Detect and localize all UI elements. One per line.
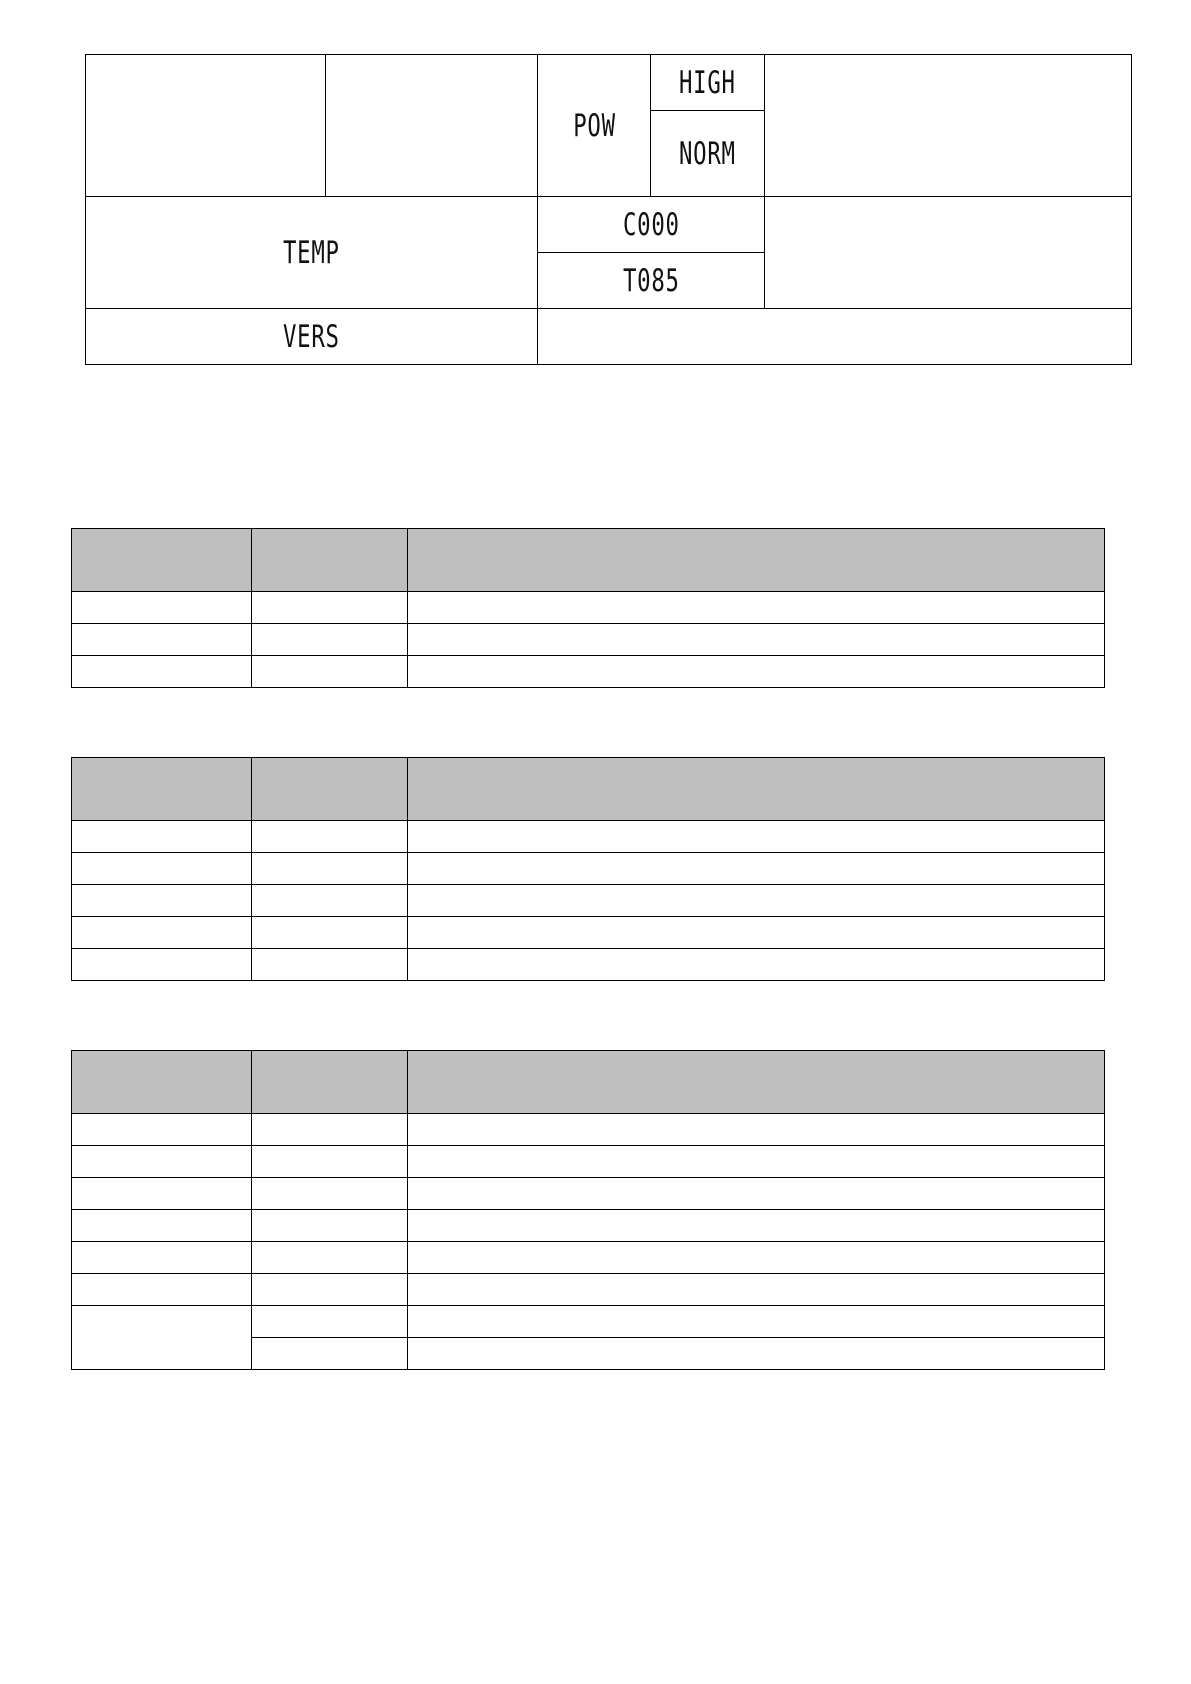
lcd-label-c000: C000 [622,206,680,243]
lcd-cell-description-pow [765,55,1132,197]
table-header-row [72,758,1105,821]
table-row [72,1274,1105,1306]
table-row [72,1146,1105,1178]
table-cell [252,949,408,981]
table-header-row [72,1051,1105,1114]
table-cell [252,821,408,853]
table-cell [252,1338,408,1370]
lcd-label-t085: T085 [622,262,680,299]
table-row [72,885,1105,917]
table-cell [72,1114,252,1146]
table-cell [252,917,408,949]
lcd-cell-t085 [538,253,765,309]
table-cell [252,1178,408,1210]
table-cell [72,1210,252,1242]
lcd-cell-blank-1 [86,55,326,197]
header-cell [252,529,408,592]
table-cell [72,853,252,885]
table-cell [408,1274,1105,1306]
table-header-row [72,529,1105,592]
table-cell [252,624,408,656]
table-cell [252,853,408,885]
blank-table-3 [71,1050,1105,1370]
table-cell [408,1146,1105,1178]
table-row [72,949,1105,981]
table-row [72,1210,1105,1242]
table-cell [252,1242,408,1274]
table-row [72,592,1105,624]
table-cell [408,624,1105,656]
table-cell [252,1210,408,1242]
table-row [72,917,1105,949]
table-row [72,1114,1105,1146]
header-cell [252,758,408,821]
table-cell [72,1146,252,1178]
lcd-label-temp: TEMP [283,234,340,271]
table-cell [72,885,252,917]
table-cell [408,1210,1105,1242]
lcd-cell-pow [538,55,651,197]
lcd-cell-c000 [538,197,765,253]
table-cell [408,885,1105,917]
lcd-label-norm: NORM [679,135,736,172]
table-cell [72,656,252,688]
header-cell [408,529,1105,592]
lcd-cell-description-temp [765,197,1132,309]
table-row [72,1242,1105,1274]
table-cell [72,821,252,853]
table-row [72,624,1105,656]
table-cell [408,917,1105,949]
table-cell [408,592,1105,624]
table-cell [252,1306,408,1338]
lcd-cell-vers [86,309,538,365]
lcd-cell-blank-2 [326,55,538,197]
table-cell [72,624,252,656]
header-cell [408,758,1105,821]
table-cell [252,592,408,624]
table-cell [252,1146,408,1178]
table-cell [72,1242,252,1274]
table-cell [408,1178,1105,1210]
table-row [72,656,1105,688]
lcd-cell-description-vers [538,309,1132,365]
table-cell [408,821,1105,853]
table-cell [72,592,252,624]
table-cell [72,949,252,981]
lcd-cell-high [651,55,765,111]
table-cell [408,1242,1105,1274]
lcd-label-pow: POW [572,107,616,144]
table-cell [408,853,1105,885]
blank-table-2 [71,757,1105,981]
table-row [72,1306,1105,1338]
merged-table-cell [72,1306,252,1370]
table-cell [408,949,1105,981]
lcd-label-vers: VERS [283,318,340,355]
table-cell [408,1306,1105,1338]
table-cell [252,656,408,688]
table-row [72,821,1105,853]
header-cell [72,758,252,821]
lcd-label-high: HIGH [679,64,736,101]
lcd-display-table [85,54,1132,365]
header-cell [72,529,252,592]
table-cell [408,1338,1105,1370]
table-cell [252,885,408,917]
table-cell [408,1114,1105,1146]
lcd-cell-norm [651,111,765,197]
header-cell [72,1051,252,1114]
table-cell [408,656,1105,688]
table-cell [72,1274,252,1306]
table-row [72,853,1105,885]
table-cell [72,917,252,949]
table-row [72,1178,1105,1210]
table-cell [252,1114,408,1146]
table-cell [72,1178,252,1210]
header-cell [252,1051,408,1114]
blank-table-1 [71,528,1105,688]
lcd-cell-temp [86,197,538,309]
header-cell [408,1051,1105,1114]
table-cell [252,1274,408,1306]
